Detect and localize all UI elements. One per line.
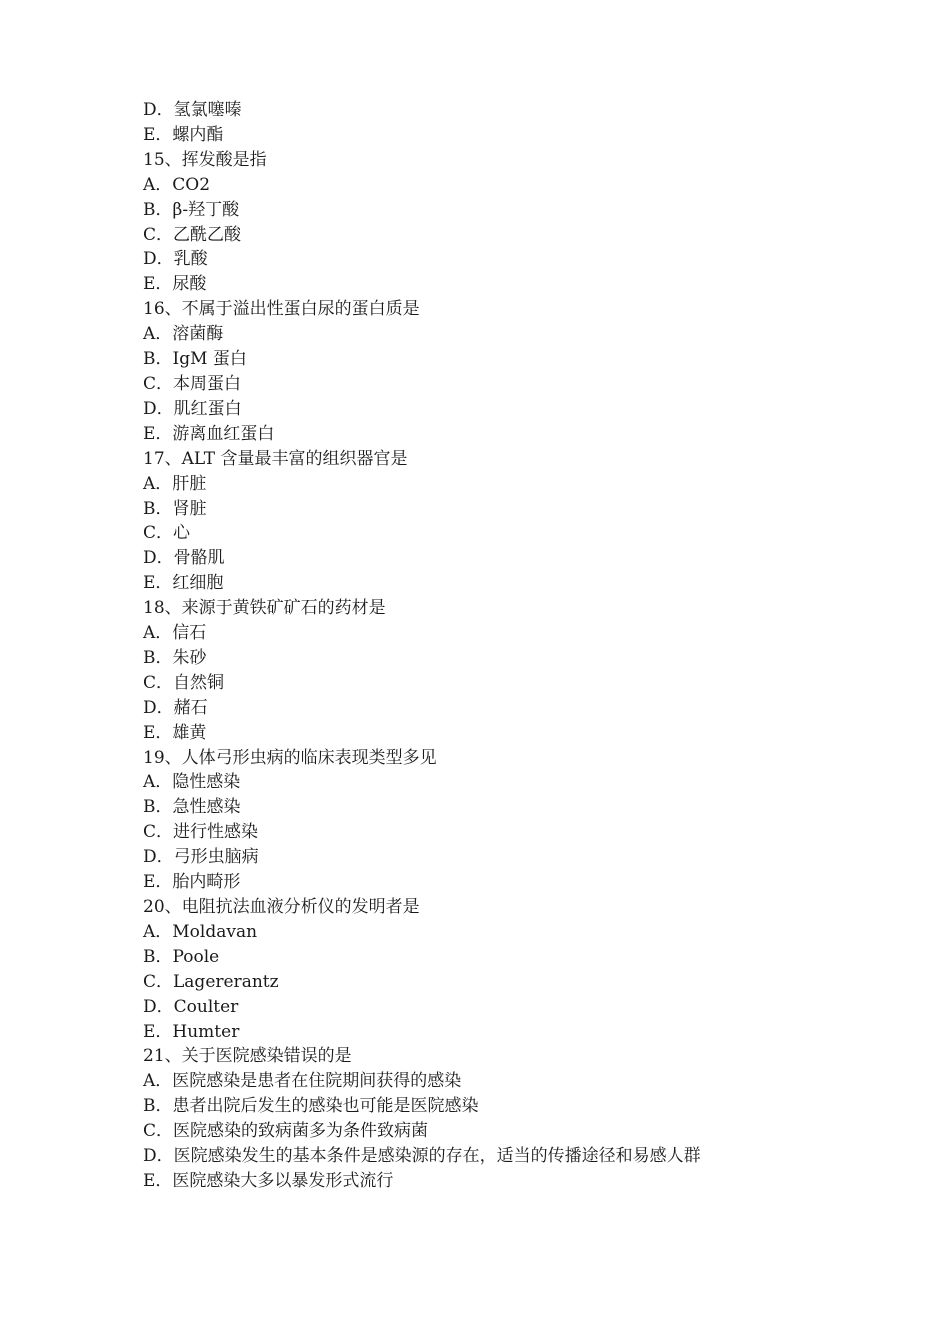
option-line: B．朱砂 (143, 647, 207, 668)
option-line: C．心 (143, 523, 191, 544)
question-line: 17、ALT 含量最丰富的组织器官是 (143, 448, 408, 469)
option-line: E．雄黄 (143, 722, 207, 743)
document-page (143, 98, 903, 1194)
option-line: E．螺内酯 (143, 124, 224, 145)
option-line: B．急性感染 (143, 797, 241, 818)
question-line: 19、人体弓形虫病的临床表现类型多见 (143, 747, 437, 768)
option-line: A．医院感染是患者在住院期间获得的感染 (143, 1071, 462, 1092)
option-line: C．本周蛋白 (143, 373, 242, 394)
option-line: C．乙酰乙酸 (143, 224, 242, 245)
option-line: B．肾脏 (143, 498, 207, 519)
option-line: B．Poole (143, 946, 220, 967)
option-line: D．氢氯噻嗪 (143, 100, 242, 120)
question-line: 16、不属于溢出性蛋白尿的蛋白质是 (143, 299, 420, 320)
option-line: A．CO2 (143, 174, 211, 195)
option-line: A．肝脏 (143, 473, 207, 494)
option-line: A．Moldavan (143, 921, 258, 942)
option-line: E．红细胞 (143, 573, 224, 594)
option-line: E．游离血红蛋白 (143, 423, 275, 444)
option-line: D．医院感染发生的基本条件是感染源的存在，适当的传播途径和易感人群 (143, 1146, 701, 1167)
option-line: B．β-羟丁酸 (143, 199, 240, 220)
question-line: 18、来源于黄铁矿矿石的药材是 (143, 598, 386, 619)
option-line: B．患者出院后发生的感染也可能是医院感染 (143, 1096, 479, 1117)
option-line: D．弓形虫脑病 (143, 847, 259, 868)
option-line: E．胎内畸形 (143, 872, 241, 893)
option-line: A．信石 (143, 623, 207, 644)
option-line: D．赭石 (143, 697, 208, 718)
option-line: C．进行性感染 (143, 822, 259, 843)
option-line: D．骨骼肌 (143, 548, 225, 569)
option-line: A．溶菌酶 (143, 324, 224, 345)
option-line: B．IgM 蛋白 (143, 349, 247, 370)
option-line: E．医院感染大多以暴发形式流行 (143, 1170, 394, 1191)
option-line: D．乳酸 (143, 249, 208, 270)
option-line: D．肌红蛋白 (143, 398, 242, 419)
option-line: E．尿酸 (143, 274, 207, 295)
option-line: A．隐性感染 (143, 772, 241, 793)
question-line: 15、挥发酸是指 (143, 149, 267, 170)
option-line: C．Lagererantz (143, 971, 279, 992)
option-line: E．Humter (143, 1021, 240, 1042)
option-line: C．医院感染的致病菌多为条件致病菌 (143, 1121, 429, 1142)
option-line: C．自然铜 (143, 672, 225, 693)
question-line: 21、关于医院感染错误的是 (143, 1046, 352, 1067)
option-line: D．Coulter (143, 996, 239, 1017)
question-line: 20、电阻抗法血液分析仪的发明者是 (143, 897, 420, 917)
